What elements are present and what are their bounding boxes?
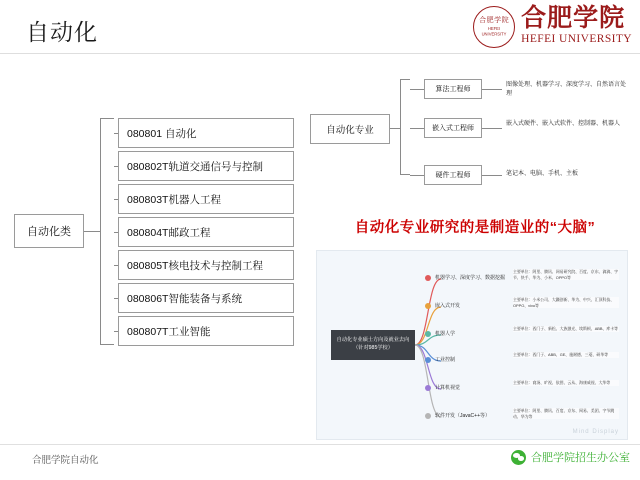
logo-text <box>521 6 632 47</box>
branch-label: 计算机视觉 <box>435 385 461 391</box>
career-role: 硬件工程师 <box>424 165 482 185</box>
career-tree-root-connector <box>390 128 400 129</box>
branch-dot-icon <box>425 357 431 363</box>
major-item: 080801 自动化 <box>118 118 294 148</box>
logo-name-en: HEFEI UNIVERSITY <box>521 33 632 46</box>
major-item: 080807T工业智能 <box>118 316 294 346</box>
footer-divider <box>0 444 640 445</box>
page-title: 自动化 <box>26 19 98 45</box>
branch-dot-icon <box>425 385 431 391</box>
mindmap-branch <box>425 384 460 391</box>
major-item: 080804T邮政工程 <box>118 217 294 247</box>
branch-note: 主要单位：阿里、腾讯、网易研究院、百度、京东、滴滴、字节、快手、华为、小米、OPPO等 <box>513 269 619 280</box>
career-desc-link <box>482 175 502 176</box>
career-desc: 笔记本、电脑、手机、主板 <box>506 171 579 177</box>
mindmap-branch <box>425 412 490 419</box>
logo-name-cn: 合肥学院 <box>521 5 626 33</box>
major-item: 080803T机器人工程 <box>118 184 294 214</box>
major-item: 080802T轨道交通信号与控制 <box>118 151 294 181</box>
branch-note: 主要单位：阿里、腾讯、百度、京东、网易、美团、字节跳动、华为等 <box>513 408 619 419</box>
branch-dot-icon <box>425 275 431 281</box>
branch-label: 嵌入式开发 <box>435 303 461 309</box>
branch-note: 主要单位：西门子、新松、大族激光、埃斯顿、ABB、库卡等 <box>513 326 619 331</box>
career-role: 算法工程师 <box>424 79 482 99</box>
branch-label: 工业控制 <box>435 357 456 363</box>
wechat-account-badge <box>511 449 630 465</box>
branch-label: 机器人学 <box>435 331 456 337</box>
mindmap-branch <box>425 356 455 363</box>
career-tree-brace <box>400 79 410 175</box>
career-desc: 图像处理、机器学习、深度学习、自然语言处理 <box>506 82 627 97</box>
wechat-icon <box>511 450 526 465</box>
mindmap-figure <box>316 250 628 440</box>
mindmap-branch <box>425 330 455 337</box>
wechat-account-name: 合肥学院招生办公室 <box>531 452 630 464</box>
career-desc-link <box>482 128 502 129</box>
major-item: 080806T智能装备与系统 <box>118 283 294 313</box>
left-tree-root-connector <box>84 231 100 232</box>
major-item: 080805T核电技术与控制工程 <box>118 250 294 280</box>
mindmap-branch <box>425 302 460 309</box>
career-branch-link <box>410 89 424 90</box>
headline-text: 自动化专业研究的是制造业的“大脑” <box>354 220 596 236</box>
slide-header <box>0 0 640 54</box>
career-desc: 嵌入式硬件、嵌入式软件、控制器、机器人 <box>506 121 621 127</box>
career-role: 嵌入式工程师 <box>424 118 482 138</box>
university-seal-icon <box>473 6 515 48</box>
branch-note: 主要单位：商汤、旷视、依图、云从、海康威视、大华等 <box>513 380 619 386</box>
footer-label: 合肥学院自动化 <box>32 455 99 466</box>
branch-label: 机器学习、深度学习、数据挖掘 <box>435 275 506 281</box>
seal-bottom-text: HEFEI UNIVERSITY <box>481 26 507 36</box>
university-logo <box>473 5 632 49</box>
branch-dot-icon <box>425 413 431 419</box>
mindmap-watermark: Mind Display <box>572 429 619 435</box>
career-desc-link <box>482 89 502 90</box>
mindmap-center-node: 自动化专业硕士方向及就业去向（针对985学校） <box>331 330 415 360</box>
branch-label: 软件开发（JavaC++等） <box>435 413 491 419</box>
branch-note: 主要单位：小米公司、大疆创新、华为、中兴、汇顶科技、OPPO、vivo等 <box>513 297 619 308</box>
mindmap-branch <box>425 274 505 281</box>
career-branch-link <box>410 175 424 176</box>
left-tree-brace <box>100 118 114 345</box>
branch-dot-icon <box>425 303 431 309</box>
header-divider <box>0 53 640 54</box>
career-branch-link <box>410 128 424 129</box>
left-tree-root: 自动化类 <box>14 214 84 248</box>
branch-dot-icon <box>425 331 431 337</box>
seal-top-text: 合肥学院 <box>479 17 510 24</box>
branch-note: 主要单位：西门子、ABB、GE、施耐德、三菱、研华等 <box>513 352 619 358</box>
career-tree-root: 自动化专业 <box>310 114 390 144</box>
